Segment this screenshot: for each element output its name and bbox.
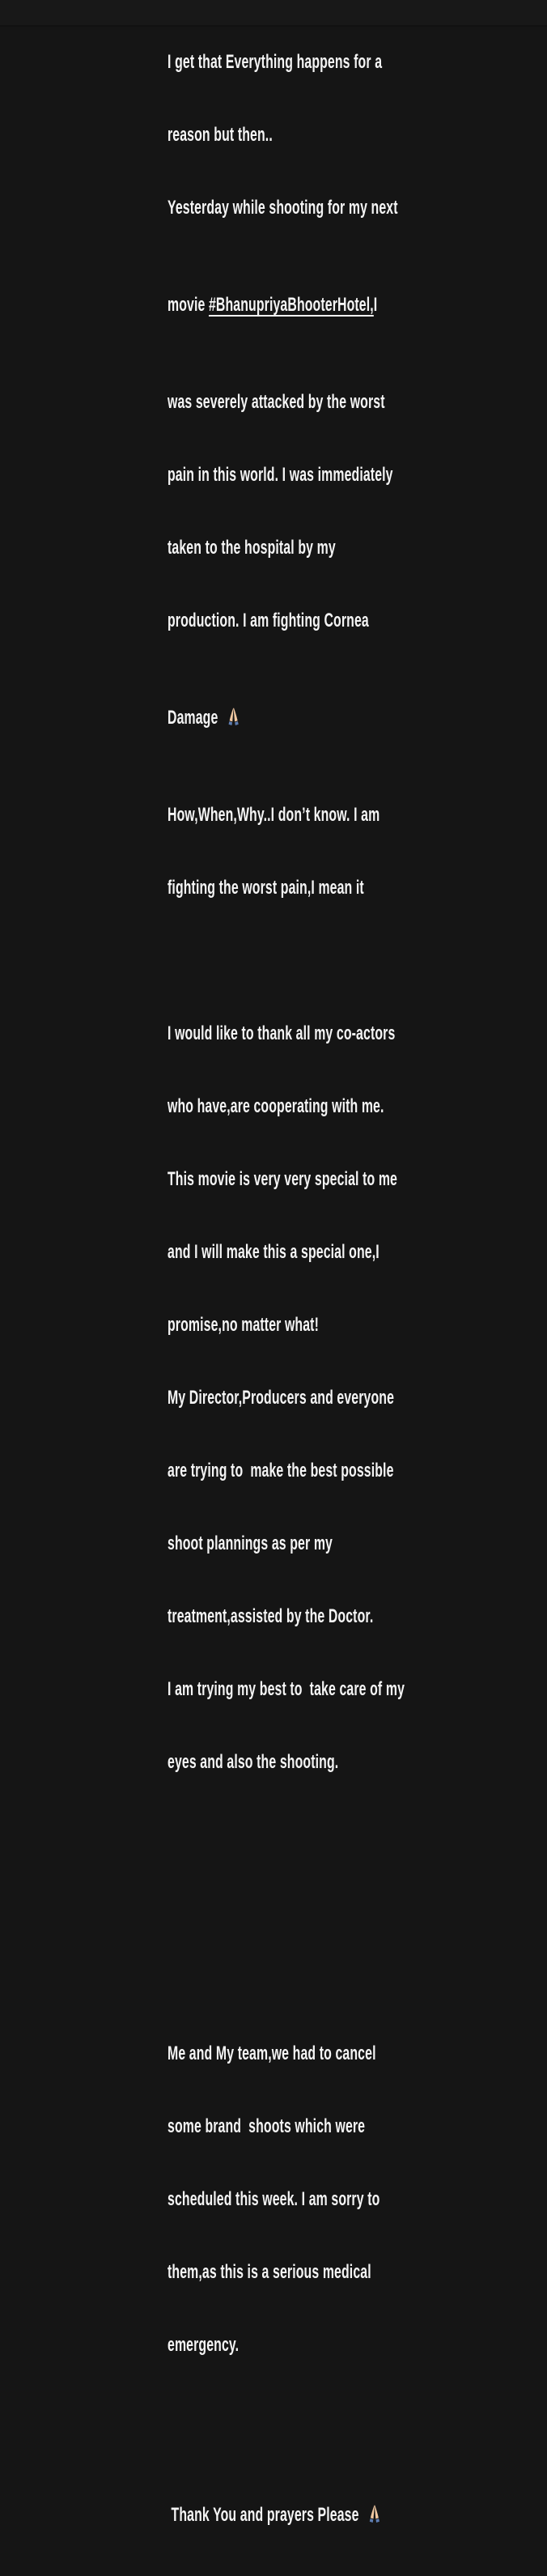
story-line: production. I am fighting Cornea [167, 610, 369, 631]
story-line: I get that Everything happens for a [167, 51, 383, 73]
hashtag-prefix: movie [167, 294, 209, 316]
story-line: Yesterday while shooting for my next [167, 197, 398, 219]
story-line: I am trying my best to take care of my [167, 1678, 405, 1700]
story-line: shoot plannings as per my [167, 1532, 333, 1554]
story-line-blank [167, 2406, 445, 2430]
story-line: taken to the hospital by my [167, 537, 336, 559]
story-line: I would like to thank all my co-actors [167, 1022, 396, 1044]
story-line: and I will make this a special one,I [167, 1241, 380, 1263]
story-line: eyes and also the shooting. [167, 1751, 339, 1773]
story-line: promise,no matter what! [167, 1314, 319, 1336]
story-line: pain in this world. I was immediately [167, 464, 393, 486]
story-line: who have,are cooperating with me. [167, 1095, 384, 1117]
story-line: My Director,Producers and everyone [167, 1387, 395, 1409]
story-line-blank [167, 1969, 445, 1993]
hashtag-link[interactable]: #BhanupriyaBhooterHotel, [208, 294, 374, 316]
story-line-damage [167, 706, 445, 730]
story-line-thanks [167, 2503, 445, 2527]
story-line: was severely attacked by the worst [167, 391, 385, 413]
story-line: some brand shoots which were [167, 2115, 366, 2137]
story-line: scheduled this week. I am sorry to [167, 2188, 380, 2210]
story-line-blank [167, 1823, 445, 1847]
story-line: them,as this is a serious medical [167, 2261, 371, 2283]
folded-hands-emoji [223, 706, 244, 730]
story-line: emergency. [167, 2334, 240, 2356]
story-line-hashtag [167, 293, 445, 317]
story-line: treatment,assisted by the Doctor. [167, 1605, 374, 1627]
story-line: reason but then.. [167, 124, 273, 146]
story-line-blank [167, 949, 445, 973]
story-line: are trying to make the best possible [167, 1460, 394, 1481]
story-line-blank [167, 1896, 445, 1920]
hashtag-suffix: I [373, 294, 378, 316]
story-line: How,When,Why..I don’t know. I am [167, 804, 380, 826]
story-line: This movie is very very special to me [167, 1168, 397, 1190]
story-text-block [167, 2, 445, 2576]
folded-hands-emoji [364, 2503, 385, 2527]
story-line: fighting the worst pain,I mean it [167, 877, 364, 899]
damage-text: Damage [167, 707, 222, 729]
thanks-text: Thank You and prayers Please [167, 2504, 363, 2526]
story-line: Me and My team,we had to cancel [167, 2043, 376, 2064]
